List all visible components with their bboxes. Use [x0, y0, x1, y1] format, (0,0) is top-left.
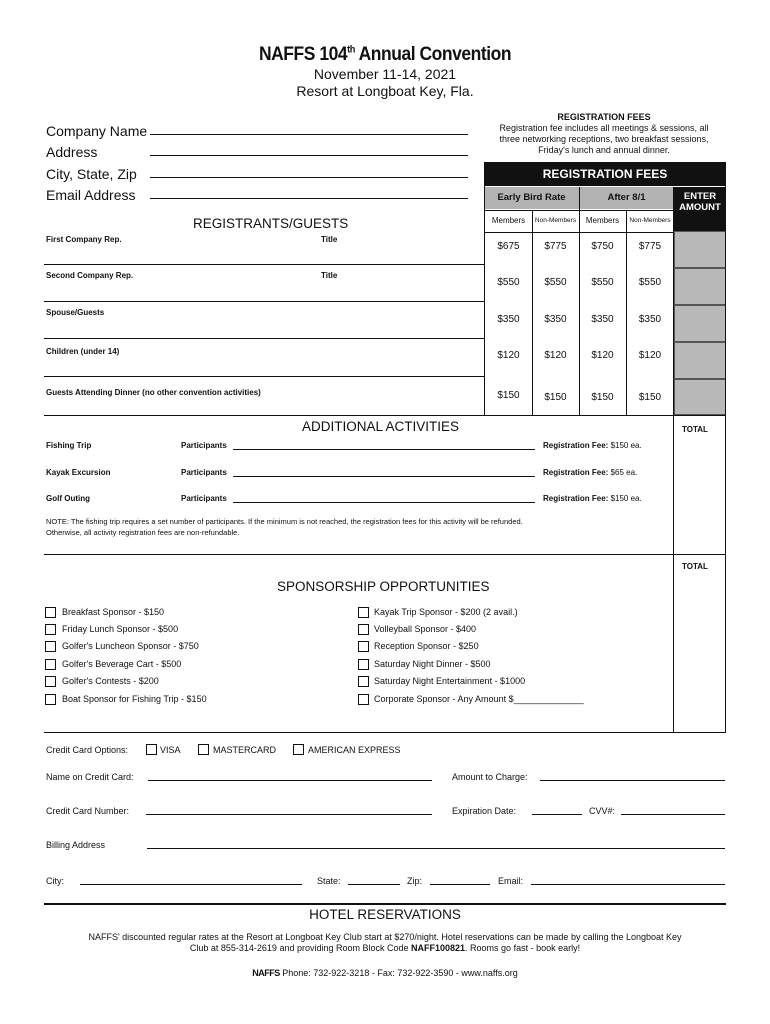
hotel-text-1: NAFFS' discounted regular rates at the Resort at Longboat Key Club start at $270/night. Hotel reservations can be made by calling the Longboat Key — [88, 932, 682, 942]
sponsor-checkbox[interactable] — [45, 641, 56, 652]
activity-fee: Registration Fee: $150 ea. — [543, 494, 642, 503]
mastercard-label: MASTERCARD — [213, 745, 277, 755]
fee-cell: $675 — [497, 241, 520, 252]
fee-cell: $550 — [591, 277, 614, 288]
fee-cell: $350 — [544, 314, 567, 325]
sponsor-checkbox[interactable] — [358, 676, 369, 687]
amex-label: AMERICAN EXPRESS — [308, 745, 401, 755]
sponsor-checkbox[interactable] — [45, 659, 56, 670]
fee-cell: $120 — [638, 350, 662, 361]
sponsor-checkbox[interactable] — [45, 676, 56, 687]
billing-label: Billing Address — [46, 840, 106, 850]
sponsor-option: Golfer's Contests - $200 — [62, 676, 159, 686]
sponsor-option: Kayak Trip Sponsor - $200 (2 avail.) — [374, 607, 518, 617]
city-field[interactable] — [80, 884, 302, 885]
state-field[interactable] — [348, 884, 400, 885]
sponsor-checkbox[interactable] — [358, 607, 369, 618]
participants-label: Participants — [181, 494, 227, 503]
amount-field[interactable] — [540, 780, 725, 781]
fee-cell: $750 — [591, 241, 614, 252]
city-state-zip-field[interactable] — [150, 177, 468, 178]
address-label: Address — [46, 144, 98, 160]
amount-input[interactable] — [674, 342, 726, 379]
email-label: Email Address — [46, 187, 136, 203]
participants-label: Participants — [181, 441, 227, 450]
expiration-field[interactable] — [532, 814, 582, 815]
sponsor-option: Reception Sponsor - $250 — [374, 641, 479, 651]
fee-cell: $550 — [638, 277, 662, 288]
row-label: Second Company Rep. — [46, 271, 134, 280]
fee-cell: $120 — [591, 350, 614, 361]
fee-cell: $150 — [638, 392, 662, 403]
sponsor-option: Corporate Sponsor - Any Amount $______________ — [374, 694, 584, 704]
fee-cell: $150 — [497, 390, 520, 401]
members-col-1: Members — [491, 216, 526, 225]
billing-email-label: Email: — [498, 876, 524, 886]
sponsor-checkbox[interactable] — [358, 641, 369, 652]
fees-table-title: REGISTRATION FEES — [484, 162, 726, 186]
card-name-label: Name on Credit Card: — [46, 772, 134, 782]
expiration-label: Expiration Date: — [452, 806, 517, 816]
visa-label: VISA — [160, 745, 181, 755]
sponsor-option: Volleyball Sponsor - $400 — [374, 624, 477, 634]
sponsorship-heading: SPONSORSHIP OPPORTUNITIES — [277, 579, 490, 594]
sponsor-option: Golfer's Luncheon Sponsor - $750 — [62, 641, 199, 651]
email-field[interactable] — [150, 198, 468, 199]
zip-field[interactable] — [430, 884, 490, 885]
section-divider — [44, 554, 726, 555]
company-name-label: Company Name — [46, 123, 148, 139]
fee-cell: $775 — [638, 241, 662, 252]
address-field[interactable] — [150, 155, 468, 156]
section-divider — [44, 732, 726, 733]
page-title: NAFFS 104th Annual Convention — [258, 44, 512, 65]
row-label: Guests Attending Dinner (no other convention activities) — [46, 388, 261, 397]
activities-note-1: NOTE: The fishing trip requires a set number of participants. If the minimum is not reached, the registration fees for this activity will be refunded. — [46, 517, 523, 526]
visa-checkbox[interactable] — [146, 744, 157, 755]
room-block-code: NAFF100821 — [411, 943, 466, 953]
card-name-field[interactable] — [148, 780, 432, 781]
sponsor-option: Breakfast Sponsor - $150 — [62, 607, 165, 617]
company-name-field[interactable] — [150, 134, 468, 135]
sponsor-checkbox[interactable] — [358, 659, 369, 670]
enter-amount-header: ENTER AMOUNT — [674, 187, 726, 231]
sponsor-checkbox[interactable] — [45, 607, 56, 618]
billing-email-field[interactable] — [531, 884, 725, 885]
activity-fee: Registration Fee: $150 ea. — [543, 441, 642, 450]
fees-info-heading: REGISTRATION FEES — [557, 112, 651, 122]
participants-field[interactable] — [233, 476, 535, 477]
amount-input[interactable] — [674, 305, 726, 342]
registrants-heading: REGISTRANTS/GUESTS — [193, 216, 349, 231]
table-border — [532, 210, 533, 415]
fee-cell: $350 — [591, 314, 614, 325]
fee-cell: $550 — [497, 277, 520, 288]
hotel-text-2: Club at 855-314-2619 and providing Room Block Code NAFF100821. Rooms go fast - book early! — [189, 943, 581, 953]
fee-cell: $350 — [497, 314, 520, 325]
row-line — [44, 301, 484, 302]
amount-input[interactable] — [674, 231, 726, 268]
activity-name: Kayak Excursion — [46, 468, 111, 477]
sponsor-option: Boat Sponsor for Fishing Trip - $150 — [62, 694, 207, 704]
fee-cell: $120 — [544, 350, 567, 361]
amount-input[interactable] — [674, 379, 726, 415]
row-label: Spouse/Guests — [46, 308, 105, 317]
row-label: Children (under 14) — [46, 347, 120, 356]
event-dates: November 11-14, 2021 — [313, 66, 457, 82]
activities-total-label: TOTAL — [682, 425, 708, 434]
row-label: First Company Rep. — [46, 235, 122, 244]
table-border — [626, 210, 627, 415]
city-state-zip-label: City, State, Zip — [46, 166, 137, 182]
sponsor-checkbox[interactable] — [358, 694, 369, 705]
row-title: Title — [321, 235, 338, 244]
sponsor-checkbox[interactable] — [45, 624, 56, 635]
sponsor-checkbox[interactable] — [358, 624, 369, 635]
activity-fee: Registration Fee: $65 ea. — [543, 468, 638, 477]
fees-info-line2: three networking receptions, two breakfast sessions, — [499, 134, 709, 144]
billing-field[interactable] — [147, 848, 725, 849]
participants-field[interactable] — [233, 502, 535, 503]
card-options-label: Credit Card Options: — [46, 745, 129, 755]
participants-label: Participants — [181, 468, 227, 477]
sponsor-option: Golfer's Beverage Cart - $500 — [62, 659, 182, 669]
cvv-label: CVV#: — [589, 806, 616, 816]
card-number-field[interactable] — [146, 814, 432, 815]
table-border — [725, 162, 726, 732]
sponsor-checkbox[interactable] — [45, 694, 56, 705]
non-members-col-2: Non-Members — [629, 217, 671, 224]
participants-field[interactable] — [233, 449, 535, 450]
members-col-2: Members — [585, 216, 620, 225]
sponsor-option: Saturday Night Entertainment - $1000 — [374, 676, 526, 686]
fee-cell: $120 — [497, 350, 520, 361]
sponsor-option: Friday Lunch Sponsor - $500 — [62, 624, 179, 634]
row-title: Title — [321, 271, 338, 280]
row-line — [44, 376, 484, 377]
row-line — [44, 338, 484, 339]
table-border — [673, 187, 674, 732]
section-divider — [44, 903, 726, 905]
early-bird-header: Early Bird Rate — [484, 187, 579, 209]
zip-label: Zip: — [407, 876, 423, 886]
fees-info-line1: Registration fee includes all meetings & sessions, all — [499, 123, 709, 133]
hotel-heading: HOTEL RESERVATIONS — [309, 907, 461, 922]
non-members-col-1: Non-Members — [534, 217, 577, 224]
amount-label: Amount to Charge: — [452, 772, 528, 782]
footer-contact: NAFFS Phone: 732-922-3218 - Fax: 732-922-3590 - www.naffs.org — [252, 968, 518, 978]
sponsor-option: Saturday Night Dinner - $500 — [374, 659, 491, 669]
city-label: City: — [46, 876, 64, 886]
fee-cell: $550 — [544, 277, 567, 288]
table-border — [484, 162, 485, 415]
fee-cell: $150 — [591, 392, 614, 403]
activity-name: Golf Outing — [46, 494, 90, 503]
state-label: State: — [317, 876, 341, 886]
mastercard-checkbox[interactable] — [198, 744, 209, 755]
fee-cell: $350 — [638, 314, 662, 325]
amount-input[interactable] — [674, 268, 726, 305]
card-number-label: Credit Card Number: — [46, 806, 130, 816]
sponsorship-total-label: TOTAL — [682, 562, 708, 571]
row-line — [44, 264, 484, 265]
event-location: Resort at Longboat Key, Fla. — [296, 83, 474, 99]
fee-cell: $775 — [544, 241, 567, 252]
amex-checkbox[interactable] — [293, 744, 304, 755]
activities-heading: ADDITIONAL ACTIVITIES — [302, 419, 460, 434]
after-date-header: After 8/1 — [580, 187, 673, 209]
row-line — [44, 415, 726, 416]
cvv-field[interactable] — [621, 814, 725, 815]
fees-info-line3: Friday's lunch and annual dinner. — [538, 145, 670, 155]
table-border — [579, 187, 580, 415]
activity-name: Fishing Trip — [46, 441, 92, 450]
naffs-logo: NAFFS — [252, 968, 280, 978]
activities-note-2: Otherwise, all activity registration fees are non-refundable. — [46, 528, 240, 537]
fee-cell: $150 — [544, 392, 567, 403]
